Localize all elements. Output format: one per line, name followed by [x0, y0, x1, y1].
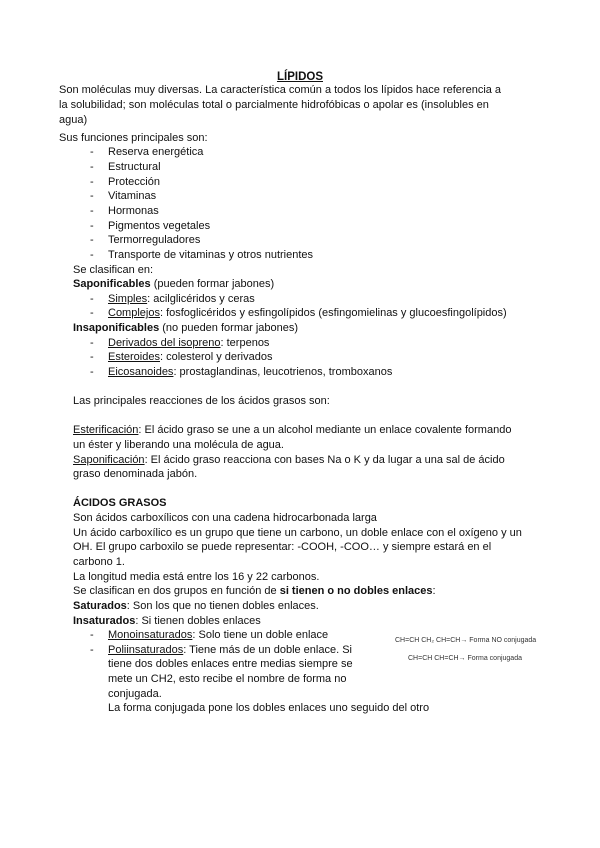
- intro-line-2: la solubilidad; son moléculas total o parcialmente hidrofóbicas o apolar es (insolubles en: [59, 99, 489, 111]
- esterificacion-line-1: Esterificación: El ácido graso se une a un alcohol mediante un enlace covalente formando: [73, 424, 512, 436]
- list-item: Simples: acilglicéridos y ceras: [108, 293, 255, 305]
- list-item: Vitaminas: [108, 190, 157, 202]
- acidos-heading: ÁCIDOS GRASOS: [73, 497, 167, 509]
- list-item: Poliinsaturados: Tiene más de un doble enlace. Si: [108, 644, 352, 656]
- poli-line-3: mete un CH2, esto recibe el nombre de forma no: [108, 673, 347, 685]
- saponificacion-line-1: Saponificación: El ácido graso reacciona con bases Na o K y da lugar a una sal de ácido: [73, 454, 505, 466]
- list-item: Derivados del isopreno: terpenos: [108, 337, 270, 349]
- list-item: Monoinsaturados: Solo tiene un doble enlace: [108, 629, 329, 641]
- intro-line-3: agua): [59, 114, 88, 126]
- acidos-line-5: La longitud media está entre los 16 y 22 carbonos.: [73, 571, 320, 583]
- poli-line-2: tiene dos dobles enlaces entre medias siempre se: [108, 658, 353, 670]
- document-page: LÍPIDOS Son moléculas muy diversas. La característica común a todos los lípidos hace referencia a la solubilidad; son moléculas total o parcialmente hidrofóbicas o apolar es (insolubles en agua) Sus funciones principales son: - Reserva energética - Estructural - Protección - Vitaminas - Hormonas - Pigmentos vegetales - Termorreguladores - Transporte de vitaminas y otros nutrientes Se clasifican en: Saponificables (pueden formar jabones) - Simples: acilglicéridos y ceras - Complejos: fosfoglicéridos y esfingolípidos (esfingomielinas y glucoesfingolípidos) Insaponificables (no pueden formar jabones) - Derivados del isopreno: terpenos - Esteroides: colesterol y derivados - Eicosanoides: prostaglandinas, leucotrienos, tromboxanos Las principales reacciones de los ácidos grasos son: Esterificación: El ácido graso se une a un alcohol mediante un enlace covalente formando un éster y liberando una molécula de agua. Saponificación: El ácido graso reacciona con bases Na o K y da lugar a una sal de ácido graso denominada jabón. ÁCIDOS GRASOS Son ácidos carboxílicos con una cadena hidrocarbonada larga Un ácido carboxílico es un grupo que tiene un carbono, un doble enlace con el oxígeno y un OH. El grupo carboxilo se puede representar: -COOH, -COO… y siempre estará en el carbono 1. La longitud media está entre los 16 y 22 carbonos. Se clasifican en dos grupos en función de si tienen o no dobles enlaces: Saturados: Son los que no tienen dobles enlaces. Insaturados: Si tienen dobles enlaces - Monoinsaturados: Solo tiene un doble enlace - Poliinsaturados: Tiene más de un doble enlace. Si tiene dos dobles enlaces entre medias siempre se mete un CH2, esto recibe el nombre de forma no conjugada. La forma conjugada pone los dobles enlaces uno seguido del otro CH=CH CH₂ CH=CH→ Forma NO conjugada CH=CH CH=CH→ Forma conjugada: [0, 0, 600, 848]
- acidos-line-6: Se clasifican en dos grupos en función de si tienen o no dobles enlaces:: [73, 585, 436, 597]
- list-item: Termorreguladores: [108, 234, 201, 246]
- classify-heading: Se clasifican en:: [73, 264, 154, 276]
- list-item: Pigmentos vegetales: [108, 220, 211, 232]
- saponificables-heading: Saponificables (pueden formar jabones): [73, 278, 275, 290]
- list-item: Eicosanoides: prostaglandinas, leucotrienos, tromboxanos: [108, 366, 393, 378]
- saponificacion-line-2: graso denominada jabón.: [73, 468, 198, 480]
- list-item: Complejos: fosfoglicéridos y esfingolípidos (esfingomielinas y glucoesfingolípidos): [108, 307, 507, 319]
- list-item: Protección: [108, 176, 160, 188]
- reactions-heading: Las principales reacciones de los ácidos grasos son:: [73, 395, 330, 407]
- list-item: Reserva energética: [108, 146, 204, 158]
- page-title: LÍPIDOS: [276, 71, 323, 83]
- list-item: Estructural: [108, 161, 161, 173]
- esterificacion-line-2: un éster y liberando una molécula de agua.: [73, 439, 284, 451]
- conj-note: CH=CH CH=CH→ Forma conjugada: [408, 655, 522, 662]
- list-item: Transporte de vitaminas y otros nutrientes: [108, 249, 314, 261]
- acidos-line-3: OH. El grupo carboxilo se puede representar: -COOH, -COO… y siempre estará en el: [73, 541, 492, 553]
- noconj-note: CH=CH CH₂ CH=CH→ Forma NO conjugada: [395, 637, 537, 644]
- acidos-line-4: carbono 1.: [73, 556, 125, 568]
- list-item: Esteroides: colesterol y derivados: [108, 351, 273, 363]
- insaponificables-heading: Insaponificables (no pueden formar jabones): [73, 322, 299, 334]
- functions-heading: Sus funciones principales son:: [59, 132, 208, 144]
- insaturados-line: Insaturados: Si tienen dobles enlaces: [73, 615, 261, 627]
- list-item: Hormonas: [108, 205, 159, 217]
- saturados-line: Saturados: Son los que no tienen dobles enlaces.: [73, 600, 319, 612]
- poli-line-4: conjugada.: [108, 688, 162, 700]
- acidos-line-2: Un ácido carboxílico es un grupo que tiene un carbono, un doble enlace con el oxígeno y un: [73, 527, 522, 539]
- intro-line-1: Son moléculas muy diversas. La característica común a todos los lípidos hace referencia a: [59, 84, 502, 96]
- acidos-line-1: Son ácidos carboxílicos con una cadena hidrocarbonada larga: [73, 512, 377, 524]
- poli-line-5: La forma conjugada pone los dobles enlaces uno seguido del otro: [108, 702, 430, 714]
